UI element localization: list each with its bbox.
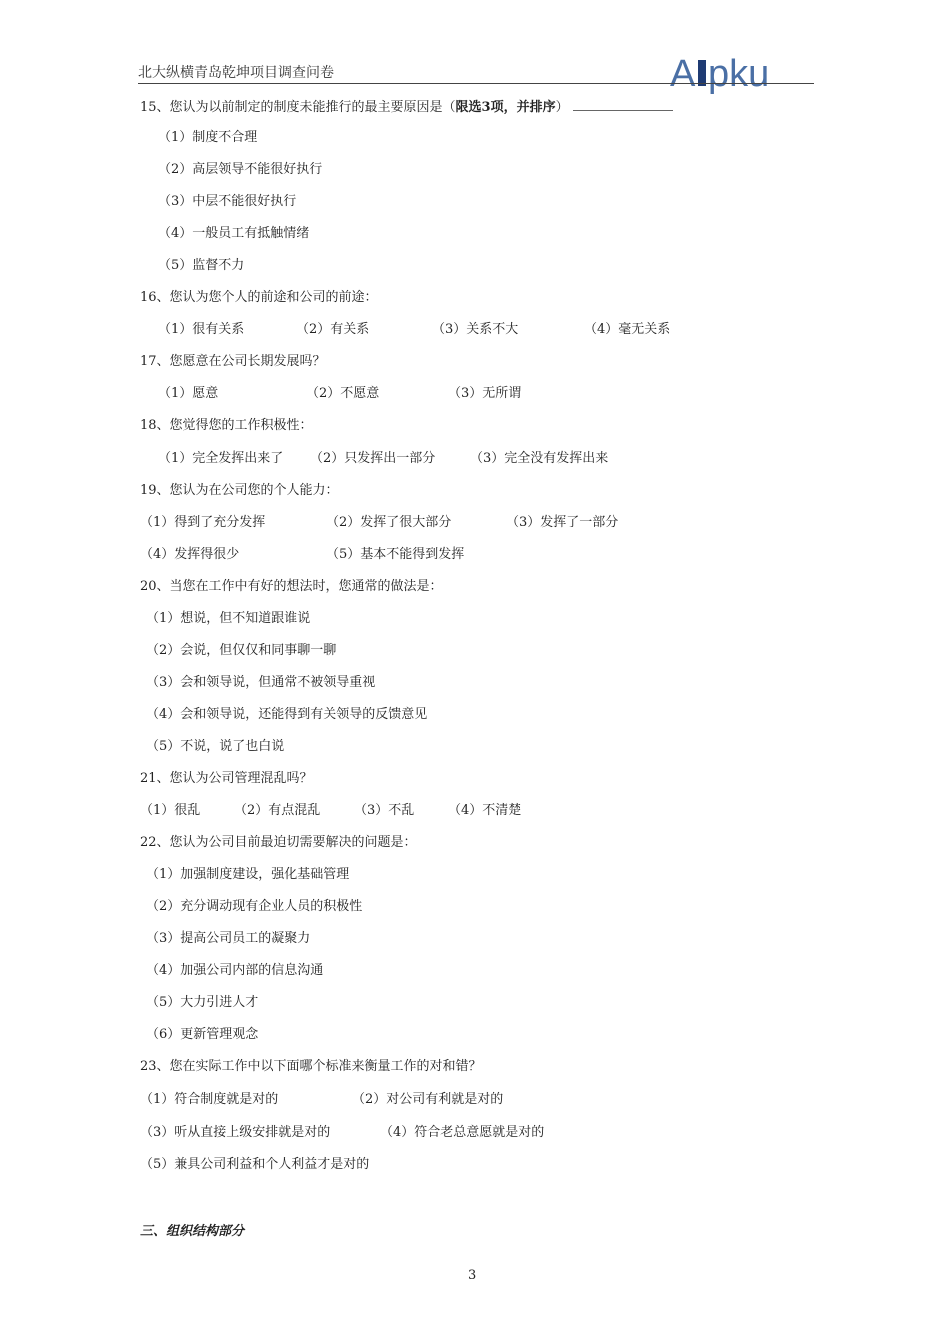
q19-option-4[interactable]: （4）发挥得很少 bbox=[140, 547, 240, 562]
question-15-bold-note: 限选3项，并排序 bbox=[455, 100, 556, 115]
q19-option-2[interactable]: （2）发挥了很大部分 bbox=[326, 515, 452, 530]
q21-option-4[interactable]: （4）不清楚 bbox=[448, 803, 522, 818]
q22-option-3[interactable]: （3）提高公司员工的凝聚力 bbox=[146, 931, 311, 946]
q19-option-1[interactable]: （1）得到了充分发挥 bbox=[140, 515, 266, 530]
q23-option-2[interactable]: （2）对公司有利就是对的 bbox=[352, 1092, 504, 1107]
q15-option-4[interactable]: （4）一般员工有抵触情绪 bbox=[158, 226, 310, 241]
q22-option-2[interactable]: （2）充分调动现有企业人员的积极性 bbox=[146, 899, 363, 914]
page-number: 3 bbox=[468, 1268, 477, 1283]
q20-option-5[interactable]: （5）不说，说了也白说 bbox=[146, 739, 285, 754]
q15-option-2[interactable]: （2）高层领导不能很好执行 bbox=[158, 162, 323, 177]
q16-option-1[interactable]: （1）很有关系 bbox=[158, 322, 245, 337]
q23-option-3[interactable]: （3）听从直接上级安排就是对的 bbox=[140, 1125, 331, 1140]
question-21: 21、您认为公司管理混乱吗？ bbox=[140, 771, 313, 786]
question-22: 22、您认为公司目前最迫切需要解决的问题是： bbox=[140, 835, 417, 850]
question-15 bbox=[140, 98, 673, 117]
question-17: 17、您愿意在公司长期发展吗？ bbox=[140, 354, 326, 369]
q19-option-5[interactable]: （5）基本不能得到发挥 bbox=[326, 547, 465, 562]
q16-option-4[interactable]: （4）毫无关系 bbox=[584, 322, 671, 337]
header-divider bbox=[138, 83, 814, 84]
logo-letter-a: A bbox=[670, 53, 696, 94]
q20-option-2[interactable]: （2）会说，但仅仅和同事聊一聊 bbox=[146, 643, 337, 658]
q22-option-4[interactable]: （4）加强公司内部的信息沟通 bbox=[146, 963, 324, 978]
q21-option-2[interactable]: （2）有点混乱 bbox=[234, 803, 321, 818]
header-title: 北大纵横青岛乾坤项目调查问卷 bbox=[138, 65, 334, 81]
q23-option-1[interactable]: （1）符合制度就是对的 bbox=[140, 1092, 279, 1107]
logo-letters-pku: pku bbox=[708, 53, 770, 94]
answer-blank-15[interactable] bbox=[573, 98, 673, 111]
alpku-logo bbox=[668, 52, 798, 94]
q15-option-1[interactable]: （1）制度不合理 bbox=[158, 130, 258, 145]
section-heading: 三、组织结构部分 bbox=[140, 1224, 245, 1239]
q17-option-2[interactable]: （2）不愿意 bbox=[306, 386, 380, 401]
q21-option-3[interactable]: （3）不乱 bbox=[354, 803, 415, 818]
q19-option-3[interactable]: （3）发挥了一部分 bbox=[506, 515, 619, 530]
q23-option-5[interactable]: （5）兼具公司利益和个人利益才是对的 bbox=[140, 1157, 370, 1172]
question-19: 19、您认为在公司您的个人能力： bbox=[140, 483, 339, 498]
question-15-suffix: ） bbox=[555, 100, 569, 115]
q15-option-5[interactable]: （5）监督不力 bbox=[158, 258, 245, 273]
q18-option-1[interactable]: （1）完全发挥出来了 bbox=[158, 451, 284, 466]
q17-option-1[interactable]: （1）愿意 bbox=[158, 386, 219, 401]
q20-option-4[interactable]: （4）会和领导说，还能得到有关领导的反馈意见 bbox=[146, 707, 428, 722]
q18-option-2[interactable]: （2）只发挥出一部分 bbox=[310, 451, 436, 466]
question-23: 23、您在实际工作中以下面哪个标准来衡量工作的对和错？ bbox=[140, 1059, 482, 1074]
q20-option-1[interactable]: （1）想说，但不知道跟谁说 bbox=[146, 611, 311, 626]
q22-option-6[interactable]: （6）更新管理观念 bbox=[146, 1027, 259, 1042]
q18-option-3[interactable]: （3）完全没有发挥出来 bbox=[470, 451, 609, 466]
q16-option-3[interactable]: （3）关系不大 bbox=[432, 322, 519, 337]
question-18: 18、您觉得您的工作积极性： bbox=[140, 418, 313, 433]
question-15-text: 15、您认为以前制定的制度未能推行的最主要原因是（ bbox=[140, 100, 456, 115]
q15-option-3[interactable]: （3）中层不能很好执行 bbox=[158, 194, 297, 209]
q16-option-2[interactable]: （2）有关系 bbox=[296, 322, 370, 337]
q22-option-1[interactable]: （1）加强制度建设，强化基础管理 bbox=[146, 867, 350, 882]
q22-option-5[interactable]: （5）大力引进人才 bbox=[146, 995, 259, 1010]
q17-option-3[interactable]: （3）无所谓 bbox=[448, 386, 522, 401]
q23-option-4[interactable]: （4）符合老总意愿就是对的 bbox=[380, 1125, 545, 1140]
q20-option-3[interactable]: （3）会和领导说，但通常不被领导重视 bbox=[146, 675, 376, 690]
question-16: 16、您认为您个人的前途和公司的前途： bbox=[140, 290, 378, 305]
question-20: 20、当您在工作中有好的想法时，您通常的做法是： bbox=[140, 579, 443, 594]
q21-option-1[interactable]: （1）很乱 bbox=[140, 803, 201, 818]
